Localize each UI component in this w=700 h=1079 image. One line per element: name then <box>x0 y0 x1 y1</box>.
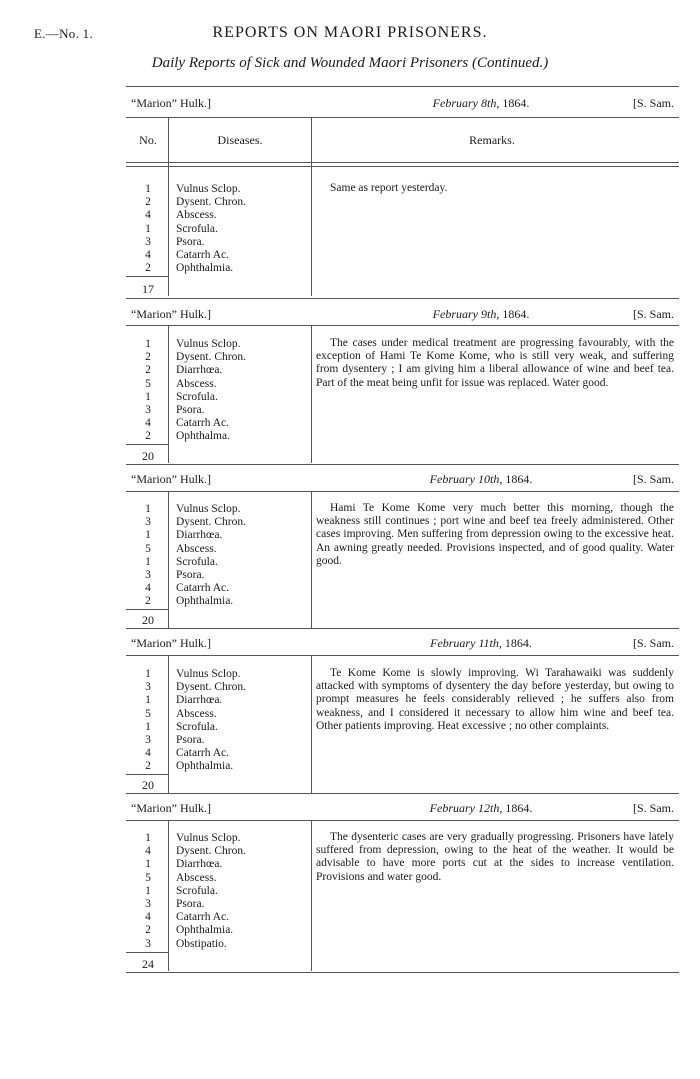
count-item: 2 <box>145 595 151 608</box>
total-rule <box>126 609 168 610</box>
count-item: 4 <box>145 417 151 430</box>
report-remarks: Same as report yesterday. <box>330 182 448 194</box>
column-divider <box>168 821 169 971</box>
report-vessel: “Marion” Hulk.] <box>131 307 211 321</box>
count-item: 3 <box>145 516 151 529</box>
disease-item: Ophthalmia. <box>176 262 234 275</box>
count-item: 4 <box>145 582 151 595</box>
disease-item: Scrofula. <box>176 720 218 733</box>
report-end-rule <box>126 972 679 973</box>
report-officer: [S. Sam. <box>632 96 674 110</box>
report-remarks: Te Kome Kome is slowly improving. Wi Tarahawaiki was suddenly attacked with symptoms of dysentery the day before yesterday, but owing to prompt measures he feels considerably relieved ; he suffers also from weakness, and I considered it necessary to allow him wine and beef tea. Other patients improving. Heat excessive ; no other complaints. <box>316 667 674 732</box>
disease-item: Ophthalmia. <box>176 595 234 608</box>
count-item: 1 <box>145 832 151 844</box>
column-header-rule <box>126 162 679 163</box>
count-item: 1 <box>145 183 151 195</box>
count-item: 4 <box>145 747 151 760</box>
disease-list <box>176 183 306 275</box>
disease-item: Scrofula. <box>176 555 218 568</box>
disease-item: Abscess. <box>176 542 217 555</box>
column-divider <box>311 821 312 971</box>
count-item: 1 <box>145 390 151 403</box>
report-remarks: Hami Te Kome Kome very much better this morning, though the weakness still continues ; port wine and beef tea freely administered. Other cases improving. Men suffering from depression owing to the excessive heat. An awning greatly needed. Provisions inspected, and of good quality. Water good. <box>316 502 674 567</box>
column-header-rule-double <box>126 166 679 167</box>
disease-item: Scrofula. <box>176 884 218 897</box>
report-officer: [S. Sam. <box>632 801 674 815</box>
count-item: 4 <box>145 845 151 858</box>
total-rule <box>126 952 168 953</box>
column-divider <box>168 492 169 628</box>
disease-item: Psora. <box>176 734 205 747</box>
top-rule <box>126 86 679 87</box>
column-header-no: No. <box>139 133 157 147</box>
report-end-rule <box>126 793 679 794</box>
count-item: 1 <box>145 529 151 542</box>
count-item: 3 <box>145 681 151 694</box>
count-item: 3 <box>145 937 151 950</box>
disease-item: Psora. <box>176 569 205 582</box>
disease-list <box>176 338 306 444</box>
count-item: 1 <box>145 338 151 350</box>
disease-item: Scrofula. <box>176 222 218 235</box>
report-total: 24 <box>142 957 154 971</box>
report-remarks: The dysenteric cases are very gradually progressing. Prisoners have lately suffered from depression, owing to the heat of the weather. It would be advisable to have more ports cut at the sides to increase ventilation. Provisions and water good. <box>316 831 674 883</box>
column-divider <box>311 326 312 463</box>
count-list <box>128 503 168 609</box>
count-item: 3 <box>145 569 151 582</box>
disease-item: Vulnus Sclop. <box>176 338 241 350</box>
count-item: 3 <box>145 404 151 417</box>
count-item: 5 <box>145 871 151 884</box>
disease-item: Dysent. Chron. <box>176 351 246 364</box>
count-list <box>128 183 168 275</box>
count-item: 5 <box>145 377 151 390</box>
column-divider <box>311 118 312 296</box>
report-officer: [S. Sam. <box>632 307 674 321</box>
header-rule <box>126 491 679 492</box>
disease-item: Abscess. <box>176 871 217 884</box>
disease-item: Catarrh Ac. <box>176 911 230 924</box>
disease-item: Vulnus Sclop. <box>176 832 241 844</box>
disease-item: Psora. <box>176 235 205 248</box>
disease-item: Dysent. Chron. <box>176 516 246 529</box>
disease-item: Vulnus Sclop. <box>176 503 241 515</box>
report-total: 20 <box>142 613 154 627</box>
disease-list <box>176 503 306 609</box>
count-item: 1 <box>145 555 151 568</box>
disease-item: Dysent. Chron. <box>176 196 246 209</box>
disease-item: Scrofula. <box>176 390 218 403</box>
report-vessel: “Marion” Hulk.] <box>131 96 211 110</box>
count-item: 5 <box>145 542 151 555</box>
page-subtitle: Daily Reports of Sick and Wounded Maori Prisoners (Continued.) <box>151 55 549 71</box>
disease-item: Vulnus Sclop. <box>176 183 241 195</box>
disease-item: Vulnus Sclop. <box>176 668 241 680</box>
report-date: February 11th, 1864. <box>430 636 532 650</box>
total-rule <box>126 774 168 775</box>
count-item: 4 <box>145 209 151 222</box>
count-item: 4 <box>145 911 151 924</box>
disease-item: Catarrh Ac. <box>176 417 230 430</box>
report-date: February 8th, 1864. <box>432 96 530 110</box>
count-item: 2 <box>145 760 151 773</box>
count-item: 2 <box>145 364 151 377</box>
disease-item: Obstipatio. <box>176 937 227 950</box>
disease-item: Diarrhœa. <box>176 694 223 707</box>
count-item: 2 <box>145 196 151 209</box>
column-header-remarks: Remarks. <box>469 133 515 147</box>
report-vessel: “Marion” Hulk.] <box>131 636 211 650</box>
count-item: 2 <box>145 430 151 443</box>
count-item: 3 <box>145 734 151 747</box>
count-item: 1 <box>145 858 151 871</box>
total-rule <box>126 276 168 277</box>
disease-item: Diarrhœa. <box>176 858 223 871</box>
report-date: February 10th, 1864. <box>429 472 533 486</box>
disease-item: Abscess. <box>176 209 217 222</box>
count-item: 1 <box>145 720 151 733</box>
count-list <box>128 338 168 444</box>
report-remarks: The cases under medical treatment are progressing favourably, with the exception of Hami Te Kome Kome, who is still very weak, and suffering from dysentery ; I am giving him a liberal allowance of wine and beef tea. Part of the meat being unfit for issue was replaced. Water good. <box>316 337 674 389</box>
disease-list <box>176 668 306 774</box>
column-divider <box>168 118 169 296</box>
header-rule <box>126 820 679 821</box>
column-divider <box>168 656 169 793</box>
disease-item: Catarrh Ac. <box>176 249 230 262</box>
count-item: 1 <box>145 668 151 680</box>
count-item: 1 <box>145 222 151 235</box>
report-end-rule <box>126 464 679 465</box>
count-item: 1 <box>145 694 151 707</box>
report-officer: [S. Sam. <box>632 472 674 486</box>
report-end-rule <box>126 298 679 299</box>
count-list <box>128 832 168 951</box>
disease-item: Ophthalmia. <box>176 760 234 773</box>
disease-list <box>176 832 306 951</box>
disease-item: Catarrh Ac. <box>176 747 230 760</box>
report-date: February 12th, 1864. <box>429 801 533 815</box>
column-divider <box>168 326 169 463</box>
column-divider <box>311 656 312 793</box>
disease-item: Psora. <box>176 404 205 417</box>
disease-item: Dysent. Chron. <box>176 845 246 858</box>
disease-item: Ophthalma. <box>176 430 230 443</box>
header-rule <box>126 655 679 656</box>
report-date: February 9th, 1864. <box>432 307 530 321</box>
report-total: 20 <box>142 449 154 463</box>
report-total: 20 <box>142 778 154 792</box>
column-header-diseases: Diseases. <box>217 133 263 147</box>
count-item: 1 <box>145 503 151 515</box>
disease-item: Psora. <box>176 898 205 911</box>
count-item: 1 <box>145 884 151 897</box>
count-item: 2 <box>145 924 151 937</box>
report-vessel: “Marion” Hulk.] <box>131 801 211 815</box>
header-rule <box>126 325 679 326</box>
count-item: 4 <box>145 249 151 262</box>
count-item: 3 <box>145 898 151 911</box>
count-item: 2 <box>145 262 151 275</box>
page-title: REPORTS ON MAORI PRISONERS. <box>212 24 488 41</box>
page-reference: E.—No. 1. <box>34 26 94 41</box>
disease-item: Catarrh Ac. <box>176 582 230 595</box>
column-divider <box>311 492 312 628</box>
count-item: 5 <box>145 707 151 720</box>
count-list <box>128 668 168 774</box>
disease-item: Diarrhœa. <box>176 364 223 377</box>
report-end-rule <box>126 628 679 629</box>
report-officer: [S. Sam. <box>632 636 674 650</box>
disease-item: Ophthalmia. <box>176 924 234 937</box>
disease-item: Abscess. <box>176 377 217 390</box>
total-rule <box>126 444 168 445</box>
count-item: 3 <box>145 235 151 248</box>
disease-item: Diarrhœa. <box>176 529 223 542</box>
count-item: 2 <box>145 351 151 364</box>
report-vessel: “Marion” Hulk.] <box>131 472 211 486</box>
disease-item: Dysent. Chron. <box>176 681 246 694</box>
report-total: 17 <box>142 282 154 296</box>
disease-item: Abscess. <box>176 707 217 720</box>
header-rule <box>126 117 679 118</box>
